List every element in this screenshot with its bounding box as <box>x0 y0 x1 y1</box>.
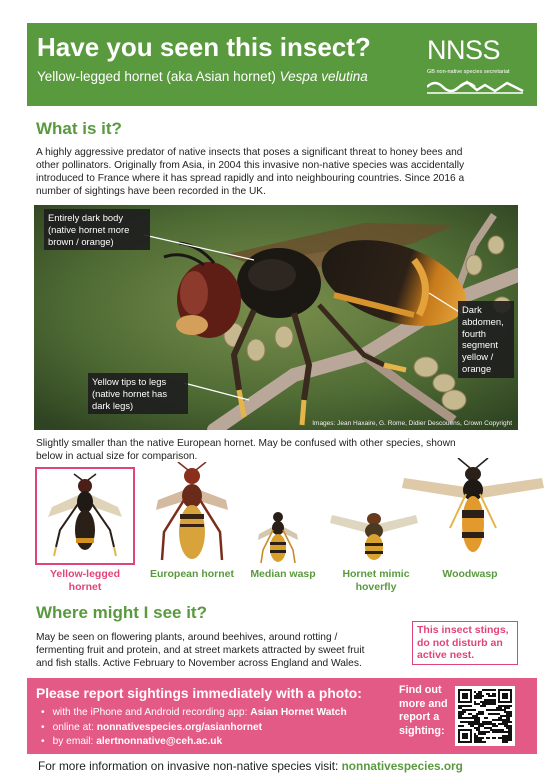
footer-link[interactable]: nonnativespecies.org <box>341 759 463 773</box>
insect-label-hornet-mimic-hoverfly: Hornet mimic hoverfly <box>342 568 410 593</box>
report-app-item: • with the iPhone and Android recording app: Asian Hornet Watch <box>41 706 347 721</box>
insect-label-woodwasp: Woodwasp <box>442 568 498 580</box>
what-is-it-heading: What is it? <box>36 119 122 138</box>
report-title: Please report sightings immediately with a photo: <box>36 686 362 701</box>
app-name: Asian Hornet Watch <box>250 707 347 718</box>
report-email-link[interactable]: alertnonnative@ceh.ac.uk <box>96 736 223 747</box>
page-subtitle: Yellow-legged hornet (aka Asian hornet) Vespa velutina <box>37 69 368 84</box>
callout-dark-body: Entirely dark body (native hornet more brown / orange) <box>44 209 150 250</box>
insect-label-european-hornet: European hornet <box>149 568 234 580</box>
insect-label-yellow-legged-hornet: Yellow-legged hornet <box>49 568 120 593</box>
where-text: May be seen on flowering plants, around beehives, around rotting / fermenting fruit and protein, and at street markets attracted by sweet fruit and fish stalls. Active February to November across England and Wales. <box>36 632 365 669</box>
sting-warning: This insect stings, do not disturb an active nest. <box>412 621 518 665</box>
nnss-logo: NNSS GB non-native species secretariat <box>427 35 527 101</box>
european-hornet-image <box>152 462 232 568</box>
report-email-item: • by email: alertnonnative@ceh.ac.uk <box>41 735 347 750</box>
header-banner <box>27 23 537 106</box>
image-credits: Images: Jean Haxaire, G. Rome, Didier Descouens, Crown Copyright <box>312 420 512 427</box>
callout-yellow-legs: Yellow tips to legs (native hornet has dark legs) <box>88 373 188 414</box>
footer: For more information on invasive non-native species visit: nonnativespecies.org <box>38 759 463 773</box>
page-title: Have you seen this insect? <box>37 32 371 62</box>
report-url-link[interactable]: nonnativespecies.org/asianhornet <box>96 721 263 733</box>
report-online-item: • online at: nonnativespecies.org/asianhornet <box>41 721 347 736</box>
report-methods-list <box>41 706 347 750</box>
comparison-text: Slightly smaller than the native European hornet. May be confused with other species, shown below in actual size for comparison. <box>36 438 456 462</box>
qr-code-icon[interactable] <box>455 686 515 746</box>
what-is-it-text: A highly aggressive predator of native insects that poses a significant threat to honey bees and other pollinators. Originally from Asia, in 2004 this invasive non-native species was accidentally introduced to France where it has spread rapidly and into neighbouring countries. Since 2016 a number of sightings have been recorded in the UK. <box>36 147 465 197</box>
median-wasp-image <box>255 508 301 566</box>
yellow-legged-hornet-image <box>40 472 130 560</box>
nnss-wave-logo-icon <box>427 77 525 97</box>
woodwasp-image <box>398 458 548 566</box>
where-heading: Where might I see it? <box>36 603 207 622</box>
qr-code-pattern <box>458 689 512 743</box>
callout-dark-abdomen: Dark abdomen, fourth segment yellow / orange <box>458 301 514 378</box>
insect-label-median-wasp: Median wasp <box>250 568 316 580</box>
hornet-photo <box>34 205 518 430</box>
report-banner <box>27 678 537 754</box>
find-out-text: Find out more and report a sighting: <box>399 684 448 737</box>
